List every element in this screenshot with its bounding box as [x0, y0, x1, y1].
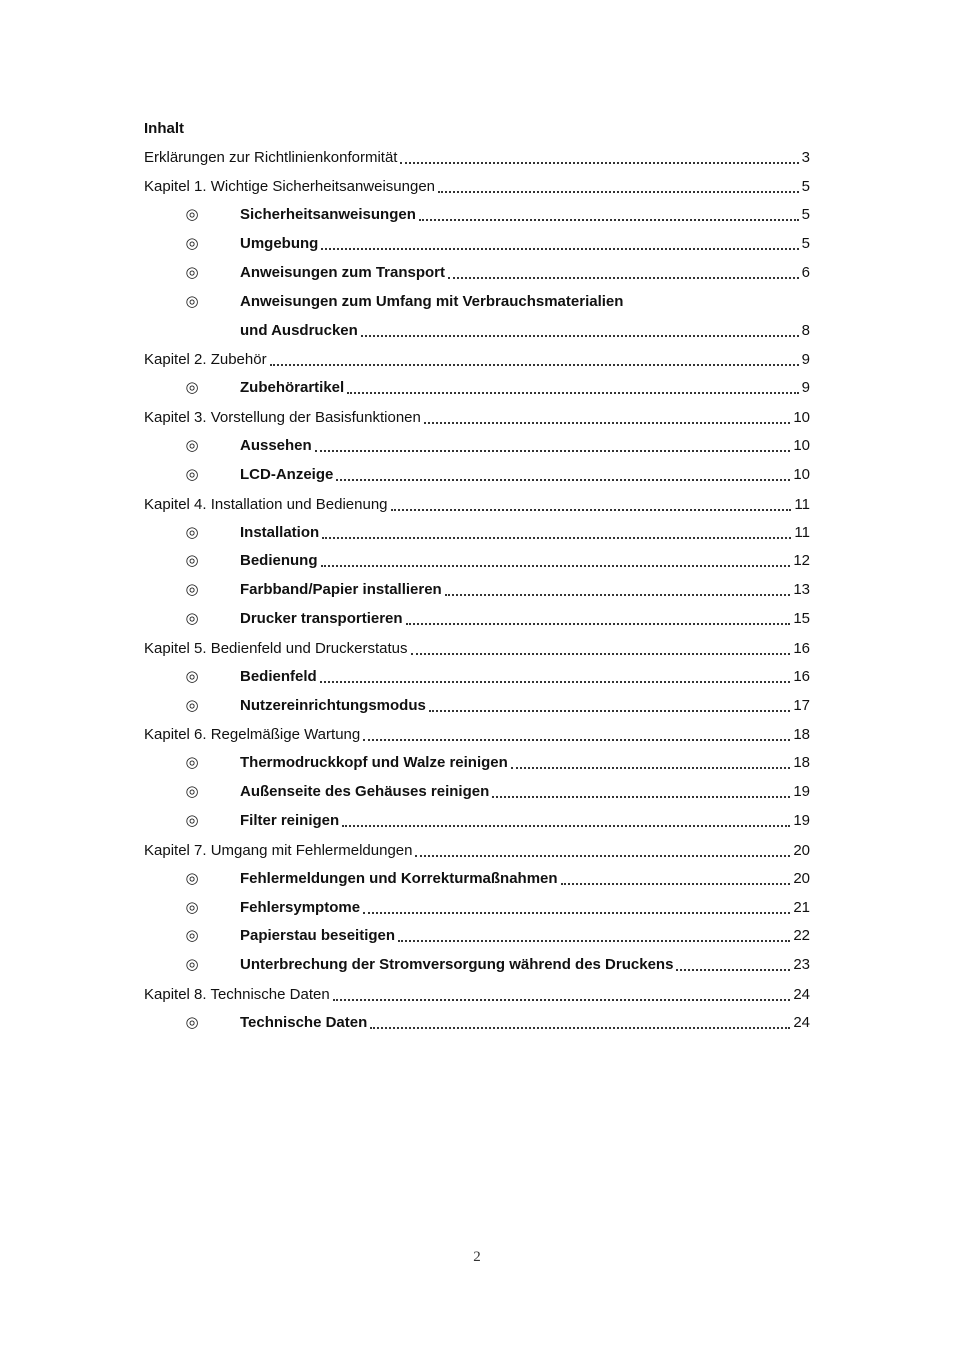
bullet-icon: ◎ — [185, 437, 199, 454]
bullet-icon: ◎ — [185, 466, 199, 483]
page-number: 2 — [473, 1249, 481, 1265]
toc-entry[interactable] — [240, 696, 810, 716]
dot-leader — [322, 536, 791, 539]
toc-entry-text: Farbband/Papier installieren — [240, 581, 442, 598]
dot-leader — [438, 190, 799, 193]
toc-entry-page: 23 — [793, 956, 810, 973]
toc-entry[interactable] — [144, 841, 810, 861]
toc-entry-page: 21 — [793, 899, 810, 916]
dot-leader — [347, 391, 798, 394]
toc-entry-page: 11 — [794, 524, 810, 541]
dot-leader — [415, 854, 790, 857]
toc-entry-page: 18 — [793, 726, 810, 743]
toc-entry[interactable] — [240, 205, 810, 225]
bullet-icon: ◎ — [185, 293, 199, 310]
bullet-icon: ◎ — [185, 264, 199, 281]
dot-leader — [342, 824, 790, 827]
dot-leader — [445, 593, 791, 596]
toc-entry-text: Anweisungen zum Transport — [240, 264, 446, 281]
toc-entry[interactable] — [240, 955, 810, 975]
bullet-icon: ◎ — [185, 783, 199, 800]
toc-entry-text: Zubehörartikel — [240, 379, 345, 396]
toc-entry-page: 5 — [801, 235, 810, 252]
toc-entry[interactable] — [240, 782, 810, 802]
bullet-icon: ◎ — [185, 379, 199, 396]
dot-leader — [361, 334, 799, 337]
dot-leader — [321, 247, 798, 250]
toc-entry-text: LCD-Anzeige — [240, 466, 334, 483]
toc-entry-page: 8 — [801, 322, 810, 339]
bullet-icon: ◎ — [185, 668, 199, 685]
dot-leader — [448, 276, 799, 279]
toc-entry-text: Bedienfeld — [240, 668, 317, 685]
bullet-icon: ◎ — [185, 754, 199, 771]
toc-entry[interactable] — [240, 667, 810, 687]
toc-entry-page: 16 — [793, 668, 810, 685]
toc-entry-page: 18 — [793, 754, 810, 771]
dot-leader — [336, 478, 790, 481]
dot-leader — [400, 161, 798, 164]
toc-entry[interactable] — [240, 609, 810, 629]
toc-entry-page: 24 — [793, 986, 810, 1003]
bullet-icon: ◎ — [185, 1014, 199, 1031]
toc-entry-text: Filter reinigen — [240, 812, 340, 829]
toc-entry-page: 3 — [801, 149, 810, 166]
toc-entry[interactable] — [240, 523, 810, 543]
dot-leader — [419, 218, 799, 221]
dot-leader — [492, 795, 790, 798]
dot-leader — [561, 882, 791, 885]
toc-entry-text: Kapitel 8. Technische Daten — [144, 986, 330, 1003]
toc-entry-page: 9 — [801, 351, 810, 368]
toc-entry-page: 10 — [793, 437, 810, 454]
dot-leader — [398, 939, 790, 942]
toc-entry-text: Kapitel 4. Installation und Bedienung — [144, 496, 388, 513]
toc-entry-page: 16 — [793, 640, 810, 657]
toc-entry[interactable] — [240, 263, 810, 283]
toc-entry-page: 20 — [793, 870, 810, 887]
toc-entry-page: 10 — [793, 409, 810, 426]
bullet-icon: ◎ — [185, 870, 199, 887]
toc-entry[interactable] — [144, 725, 810, 745]
bullet-icon: ◎ — [185, 235, 199, 252]
dot-leader — [363, 911, 790, 914]
toc-entry[interactable] — [144, 985, 810, 1005]
toc-entry-text: Bedienung — [240, 552, 318, 569]
toc-entry-page: 6 — [801, 264, 810, 281]
bullet-icon: ◎ — [185, 956, 199, 973]
bullet-icon: ◎ — [185, 581, 199, 598]
toc-entry-page: 9 — [801, 379, 810, 396]
toc-entry[interactable] — [240, 926, 810, 946]
toc-entry-page: 19 — [793, 783, 810, 800]
dot-leader — [315, 449, 791, 452]
toc-entry[interactable] — [240, 465, 810, 485]
toc-entry[interactable] — [240, 436, 810, 456]
toc-entry-text: Nutzereinrichtungsmodus — [240, 697, 426, 714]
dot-leader — [320, 680, 791, 683]
dot-leader — [370, 1026, 790, 1029]
toc-title: Inhalt — [144, 120, 184, 137]
dot-leader — [411, 652, 791, 655]
toc-entry[interactable] — [144, 408, 810, 428]
toc-entry[interactable] — [144, 148, 810, 168]
toc-entry[interactable] — [144, 177, 810, 197]
dot-leader — [270, 363, 799, 366]
toc-entry-text: Kapitel 7. Umgang mit Fehlermeldungen — [144, 842, 413, 859]
dot-leader — [333, 998, 791, 1001]
toc-entry-page: 20 — [793, 842, 810, 859]
toc-entry-text: Kapitel 3. Vorstellung der Basisfunktionen — [144, 409, 421, 426]
bullet-icon: ◎ — [185, 927, 199, 944]
toc-entry[interactable] — [240, 551, 810, 571]
toc-entry-text: Fehlersymptome — [240, 899, 361, 916]
toc-entry[interactable] — [240, 1013, 810, 1033]
toc-entry-page: 15 — [793, 610, 810, 627]
dot-leader — [424, 421, 790, 424]
toc-entry-text: Aussehen — [240, 437, 312, 454]
toc-entry-page: 12 — [793, 552, 810, 569]
toc-entry-text: Kapitel 6. Regelmäßige Wartung — [144, 726, 361, 743]
toc-entry-text: Außenseite des Gehäuses reinigen — [240, 783, 490, 800]
dot-leader — [429, 709, 790, 712]
toc-entry[interactable] — [240, 811, 810, 831]
toc-entry-text: Erklärungen zur Richtlinienkonformität — [144, 149, 398, 166]
toc-entry-page: 24 — [793, 1014, 810, 1031]
toc-entry-page: 22 — [793, 927, 810, 944]
dot-leader — [391, 508, 792, 511]
toc-entry[interactable] — [240, 378, 810, 398]
toc-entry-text: Sicherheitsanweisungen — [240, 206, 416, 223]
toc-entry-text: Kapitel 1. Wichtige Sicherheitsanweisungen — [144, 178, 435, 195]
bullet-icon: ◎ — [185, 552, 199, 569]
toc-entry-text: Papierstau beseitigen — [240, 927, 396, 944]
toc-entry[interactable] — [240, 321, 810, 341]
toc-entry[interactable] — [144, 639, 810, 659]
dot-leader — [511, 766, 791, 769]
toc-entry-page: 13 — [793, 581, 810, 598]
toc-entry[interactable] — [240, 898, 810, 918]
dot-leader — [406, 622, 791, 625]
bullet-icon: ◎ — [185, 524, 199, 541]
toc-entry-page: 5 — [801, 206, 810, 223]
toc-entry-text: Anweisungen zum Umfang mit Verbrauchsmaterialien — [240, 293, 624, 310]
dot-leader — [321, 564, 791, 567]
toc-entry-page: 17 — [793, 697, 810, 714]
toc-entry-text: Kapitel 2. Zubehör — [144, 351, 267, 368]
dot-leader — [676, 968, 790, 971]
bullet-icon: ◎ — [185, 812, 199, 829]
toc-entry[interactable] — [240, 580, 810, 600]
toc-entry[interactable] — [144, 350, 810, 370]
toc-entry-text: Kapitel 5. Bedienfeld und Druckerstatus — [144, 640, 408, 657]
bullet-icon: ◎ — [185, 610, 199, 627]
bullet-icon: ◎ — [185, 206, 199, 223]
toc-entry-page: 19 — [793, 812, 810, 829]
toc-entry[interactable] — [240, 869, 810, 889]
toc-entry-page: 5 — [801, 178, 810, 195]
toc-entry-text: Fehlermeldungen und Korrekturmaßnahmen — [240, 870, 558, 887]
toc-entry-text: Technische Daten — [240, 1014, 368, 1031]
toc-entry-text: Umgebung — [240, 235, 319, 252]
toc-entry-page: 11 — [794, 496, 810, 513]
toc-entry[interactable] — [240, 234, 810, 254]
toc-entry-text: Drucker transportieren — [240, 610, 403, 627]
dot-leader — [363, 738, 790, 741]
toc-entry[interactable] — [144, 495, 810, 515]
toc-entry-page: 10 — [793, 466, 810, 483]
toc-entry-text: Unterbrechung der Stromversorgung während des Druckens — [240, 956, 674, 973]
toc-entry-text: Thermodruckkopf und Walze reinigen — [240, 754, 508, 771]
bullet-icon: ◎ — [185, 697, 199, 714]
toc-entry-text: Installation — [240, 524, 320, 541]
toc-entry-text: und Ausdrucken — [240, 322, 358, 339]
toc-entry[interactable] — [240, 753, 810, 773]
bullet-icon: ◎ — [185, 899, 199, 916]
